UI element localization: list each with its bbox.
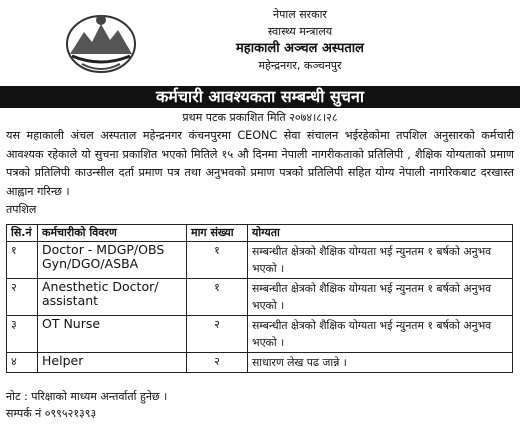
row-sn: ३ bbox=[7, 316, 38, 353]
exam-note: नोट : परिक्षाको माध्यम अन्तर्वार्ता हुनेछ । bbox=[6, 390, 168, 403]
row-sn: ४ bbox=[7, 353, 38, 373]
row-position: Anesthetic Doctor/ assistant bbox=[38, 279, 187, 316]
row-count: २ bbox=[187, 316, 248, 353]
row-position: Doctor - MDGP/OBS Gyn/DGO/ASBA bbox=[38, 242, 187, 279]
table-row bbox=[7, 242, 513, 279]
hospital-address: महेन्द्रनगर, कञ्चनपुर bbox=[258, 59, 342, 72]
row-position: OT Nurse bbox=[38, 316, 187, 353]
table-header-row bbox=[7, 225, 513, 242]
vacancy-table bbox=[6, 224, 513, 373]
table-row bbox=[7, 353, 513, 373]
notice-body: यस महाकाली अंचल अस्पताल महेन्द्रनगर कंचनपुरमा CEONC सेवा संचालन भईरहेकोमा तपशिल अनुसारको कर्मचारी आवश्यक रहेकाले यो सुचना प्रकाशित भएको मितिले १५ औ दिनमा नेपाली नागरीकताको प्रतिलिपी , शैक्षिक योग्यताको प्रमाण पत्रको प्रतिलिपी काउन्सील दर्ता प्रमाण पत्र तथा अनुभवको प्रमाण पत्रको प्रतिलिपी सहित योग्य नेपाली नागरिकबाट दरखास्त आह्वान गरिन्छ । bbox=[6, 129, 514, 198]
letterhead bbox=[0, 0, 520, 84]
col-sn: सि.नं bbox=[7, 225, 38, 242]
row-count: २ bbox=[187, 353, 248, 373]
row-sn: २ bbox=[7, 279, 38, 316]
row-qualification: सम्बन्धीत क्षेत्रको शैक्षिक योग्यता भई न्युनतम १ बर्षको अनुभव भएको । bbox=[248, 279, 513, 316]
published-date: प्रथम पटक प्रकाशित मिति २०७४।८।२८ bbox=[182, 111, 338, 124]
row-sn: १ bbox=[7, 242, 38, 279]
details-label: तपशिल bbox=[6, 203, 37, 216]
row-qualification: सम्बन्धीत क्षेत्रको शैक्षिक योग्यता भई न्युनतम १ बर्षको अनुभव भएको । bbox=[248, 242, 513, 279]
notice-title: कर्मचारी आवश्यकता सम्बन्धी सुचना bbox=[0, 86, 520, 108]
govt-name: नेपाल सरकार bbox=[273, 8, 327, 21]
table-row bbox=[7, 316, 513, 353]
contact-number: सम्पर्क नं ०९९५२१३९३ bbox=[6, 407, 97, 420]
ministry-name: स्वास्थ्य मन्त्रालय bbox=[267, 25, 333, 38]
row-position: Helper bbox=[38, 353, 187, 373]
col-count: माग संख्या bbox=[187, 225, 248, 242]
row-count: १ bbox=[187, 279, 248, 316]
row-qualification: सम्बन्धीत क्षेत्रको शैक्षिक योग्यता भई न्युनतम १ बर्षको अनुभव भएको । bbox=[248, 316, 513, 353]
col-qualification: योग्यता bbox=[248, 225, 513, 242]
table-row bbox=[7, 279, 513, 316]
col-position: कर्मचारीको विवरण bbox=[38, 225, 187, 242]
row-count: १ bbox=[187, 242, 248, 279]
row-qualification: साधारण लेख पढ जान्ने । bbox=[248, 353, 513, 373]
nepal-emblem-icon bbox=[62, 6, 140, 76]
hospital-name: महाकाली अञ्चल अस्पताल bbox=[236, 41, 364, 56]
